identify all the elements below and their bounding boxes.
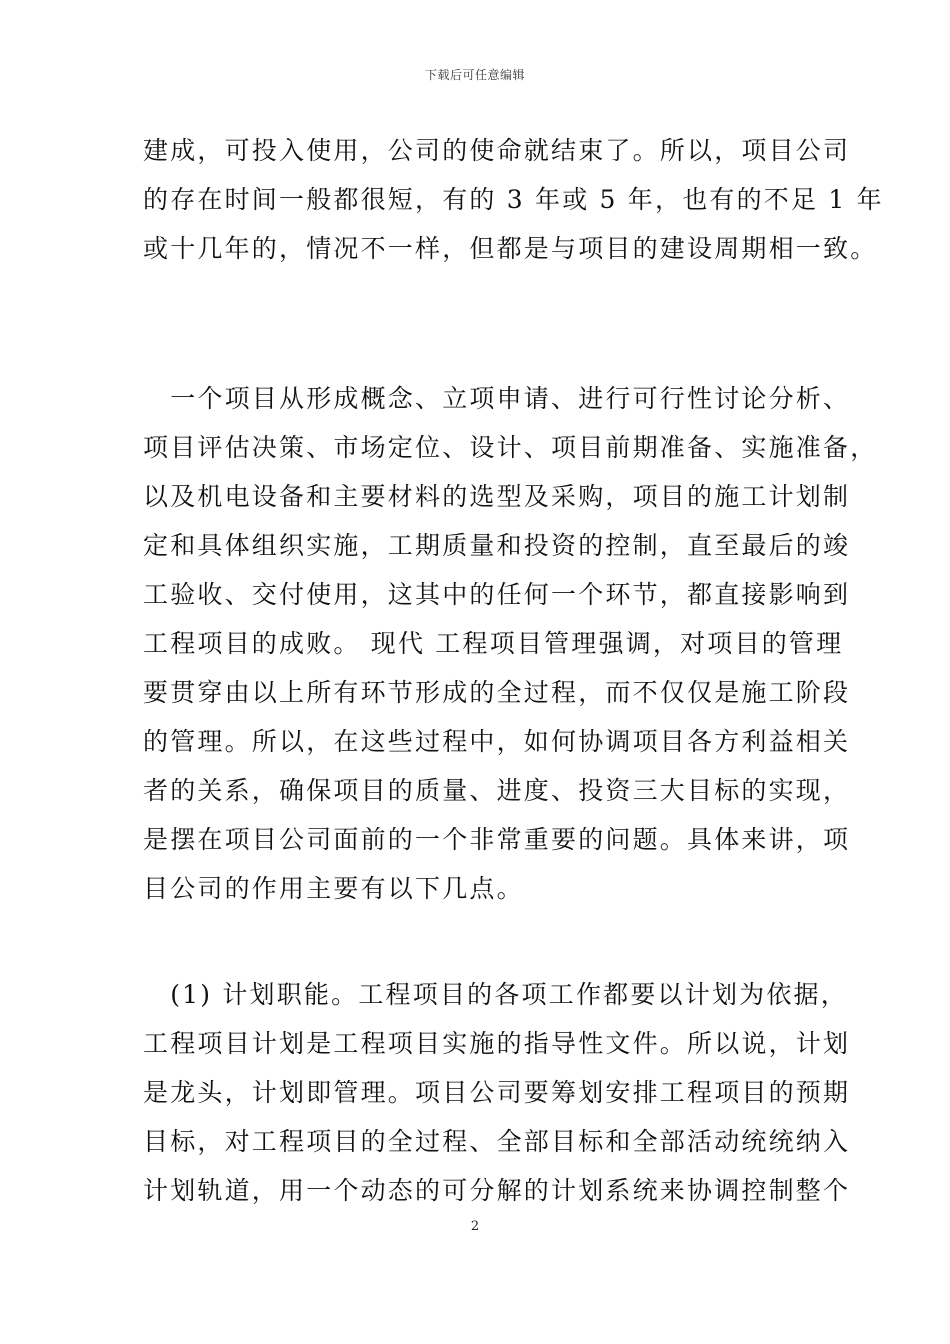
text-line: 计划轨道，用一个动态的可分解的计划系统来协调控制整个: [143, 1176, 851, 1205]
text-line: 的管理。所以，在这些过程中，如何协调项目各方利益相关: [143, 727, 851, 756]
text-line: 工验收、交付使用，这其中的任何一个环节，都直接影响到: [143, 580, 851, 609]
paragraph-3: [143, 970, 851, 1215]
text-line: 以及机电设备和主要材料的选型及采购，项目的施工计划制: [143, 482, 851, 511]
text-line: 要贯穿由以上所有环节形成的全过程，而不仅仅是施工阶段: [143, 678, 851, 707]
text-line: 工程项目的成败。 现代 工程项目管理强调，对项目的管理: [143, 629, 844, 658]
paragraph-1: [143, 126, 884, 273]
text-line: 目标，对工程项目的全过程、全部目标和全部活动统统纳入: [143, 1127, 851, 1156]
text-line: 项目评估决策、市场定位、设计、项目前期准备、实施准备，: [143, 433, 878, 462]
header-note: 下载后可任意编辑: [424, 68, 525, 82]
paragraph-2: [143, 374, 878, 913]
text-line: 定和具体组织实施，工期质量和投资的控制，直至最后的竣: [143, 531, 851, 560]
text-line: 建成，可投入使用，公司的使命就结束了。所以，项目公司: [143, 136, 851, 165]
text-line: (1) 计划职能。工程项目的各项工作都要以计划为依据，: [143, 980, 848, 1009]
text-line: 一个项目从形成概念、立项申请、进行可行性讨论分析、: [143, 384, 851, 413]
text-line: 或十几年的，情况不一样，但都是与项目的建设周期相一致。: [143, 234, 878, 263]
text-line: 工程项目计划是工程项目实施的指导性文件。所以说，计划: [143, 1029, 851, 1058]
text-line: 是龙头，计划即管理。项目公司要筹划安排工程项目的预期: [143, 1078, 851, 1107]
text-line: 的存在时间一般都很短，有的 3 年或 5 年，也有的不足 1 年: [143, 185, 884, 214]
page-number: 2: [470, 1219, 480, 1234]
text-line: 目公司的作用主要有以下几点。: [143, 874, 524, 903]
text-line: 是摆在项目公司面前的一个非常重要的问题。具体来讲，项: [143, 825, 851, 854]
text-line: 者的关系，确保项目的质量、进度、投资三大目标的实现，: [143, 776, 851, 805]
